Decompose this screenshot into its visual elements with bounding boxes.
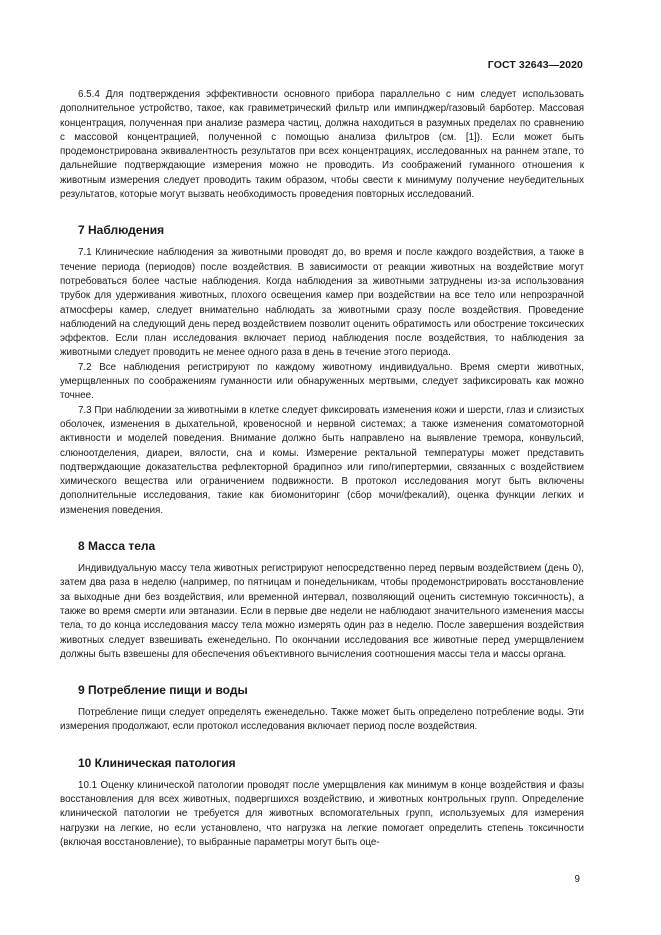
paragraph-6-5-4: 6.5.4 Для подтверждения эффективности основного прибора параллельно с ним следует использовать дополнительное устройство, такое, как гравиметрический фильтр или импинджер/газовый барботер. Массовая концентрация, полученная при анализе размера частиц, должна находиться в разумных пределах по сравнению с массовой концентрацией, полученной с помощью анализа фильтров (см. [1]). Если может быть продемонстрирована эквивалентность результатов при всех концентрациях, исследованных на раннем этапе, то дальнейшие подтверждающие измерения можно не проводить. Из соображений гуманного отношения к животным измерения следует проводить таким образом, чтобы свести к минимуму получение неубедительных результатов, которые могут вызвать необходимость проведения повторных исследований. — [60, 89, 584, 201]
page-number: 9 — [574, 874, 580, 885]
paragraph-10-1: 10.1 Оценку клинической патологии проводят после умерщвления как минимум в конце воздействия и фазы восстановления для всех животных, подвергшихся воздействию, и животных контрольных групп. Определение клинической патологии не требуется для животных вспомогательных групп, используемых для измерения нагрузки на легкие, но если установлено, что нагрузка на легкие помогает определить степень токсичности (включая восстановление), то выбранные параметры могут быть оце- — [60, 779, 584, 848]
section-heading-7: 7 Наблюдения — [78, 223, 165, 238]
paragraph-7-2: 7.2 Все наблюдения регистрируют по каждому животному индивидуально. Время смерти животных, умерщвленных по соображениям гуманности или обнаруженных мертвыми, следует зафиксировать как можно точнее. — [60, 361, 584, 402]
document-id: ГОСТ 32643—2020 — [487, 59, 583, 71]
paragraph-7-3: 7.3 При наблюдении за животными в клетке следует фиксировать изменения кожи и шерсти, глаз и слизистых оболочек, изменения в дыхательной, кровеносной и нервной системах; а также изменения соматомоторной активности и моделей поведения. Внимание должно быть направлено на выявление тремора, конвульсий, слюноотделения, диареи, вялости, сна и комы. Измерение ректальной температуры может представить подтверждающие доказательства рефлекторной брадипноэ или гипо/гипертермии, связанных с воздействием химического вещества или ограничением подвижности. В протокол исследования могут быть включены дополнительные исследования, такие как биомониторинг (сбор мочи/фекалий), оценка функции легких и изменения поведения. — [60, 404, 584, 516]
paragraph-9: Потребление пищи следует определять еженедельно. Также может быть определено потребление воды. Эти измерения продолжают, если протокол исследования включает период после воздействия. — [60, 707, 584, 733]
section-heading-8: 8 Масса тела — [78, 539, 156, 554]
paragraph-8: Индивидуальную массу тела животных регистрируют непосредственно перед первым воздействием (день 0), затем два раза в неделю (например, по пятницам и понедельникам, чтобы продемонстрировать восстановление за выходные дни без воздействия, или временной интервал, позволяющий оценить системную токсичность), а также во время смерти или эвтаназии. Если в первые две недели не наблюдают значительного изменения массы тела, то до конца исследования массу тела можно измерять один раз в неделю. После завершения воздействия животных следует взвешивать еженедельно. По окончании исследования все животные перед умерщвлением должны быть взвешены для обеспечения объективного вычисления соотношения массы тела и массы органа. — [60, 563, 584, 660]
section-heading-10: 10 Клиническая патология — [78, 755, 236, 770]
document-body — [60, 88, 584, 850]
paragraph-7-1: 7.1 Клинические наблюдения за животными проводят до, во время и после каждого воздействия, а также в течение периода (периодов) после воздействия. В зависимости от реакции животных на воздействие могут потребоваться более частые наблюдения. Когда наблюдения за животными затруднены из-за использования трубок для удерживания животных, плохого освещения камер при воздействии на все тело или непрозрачной атмосферы камер, следует внимательно наблюдать за животными сразу после воздействия. Проведение наблюдений на следующий день перед воздействием позволит оценить обратимость или обострение токсических эффектов. Если план исследования включает период наблюдения после воздействия, то наблюдения за животными следует проводить не менее одного раза в день в течение этого периода. — [60, 247, 584, 359]
section-heading-9: 9 Потребление пищи и воды — [78, 683, 248, 698]
